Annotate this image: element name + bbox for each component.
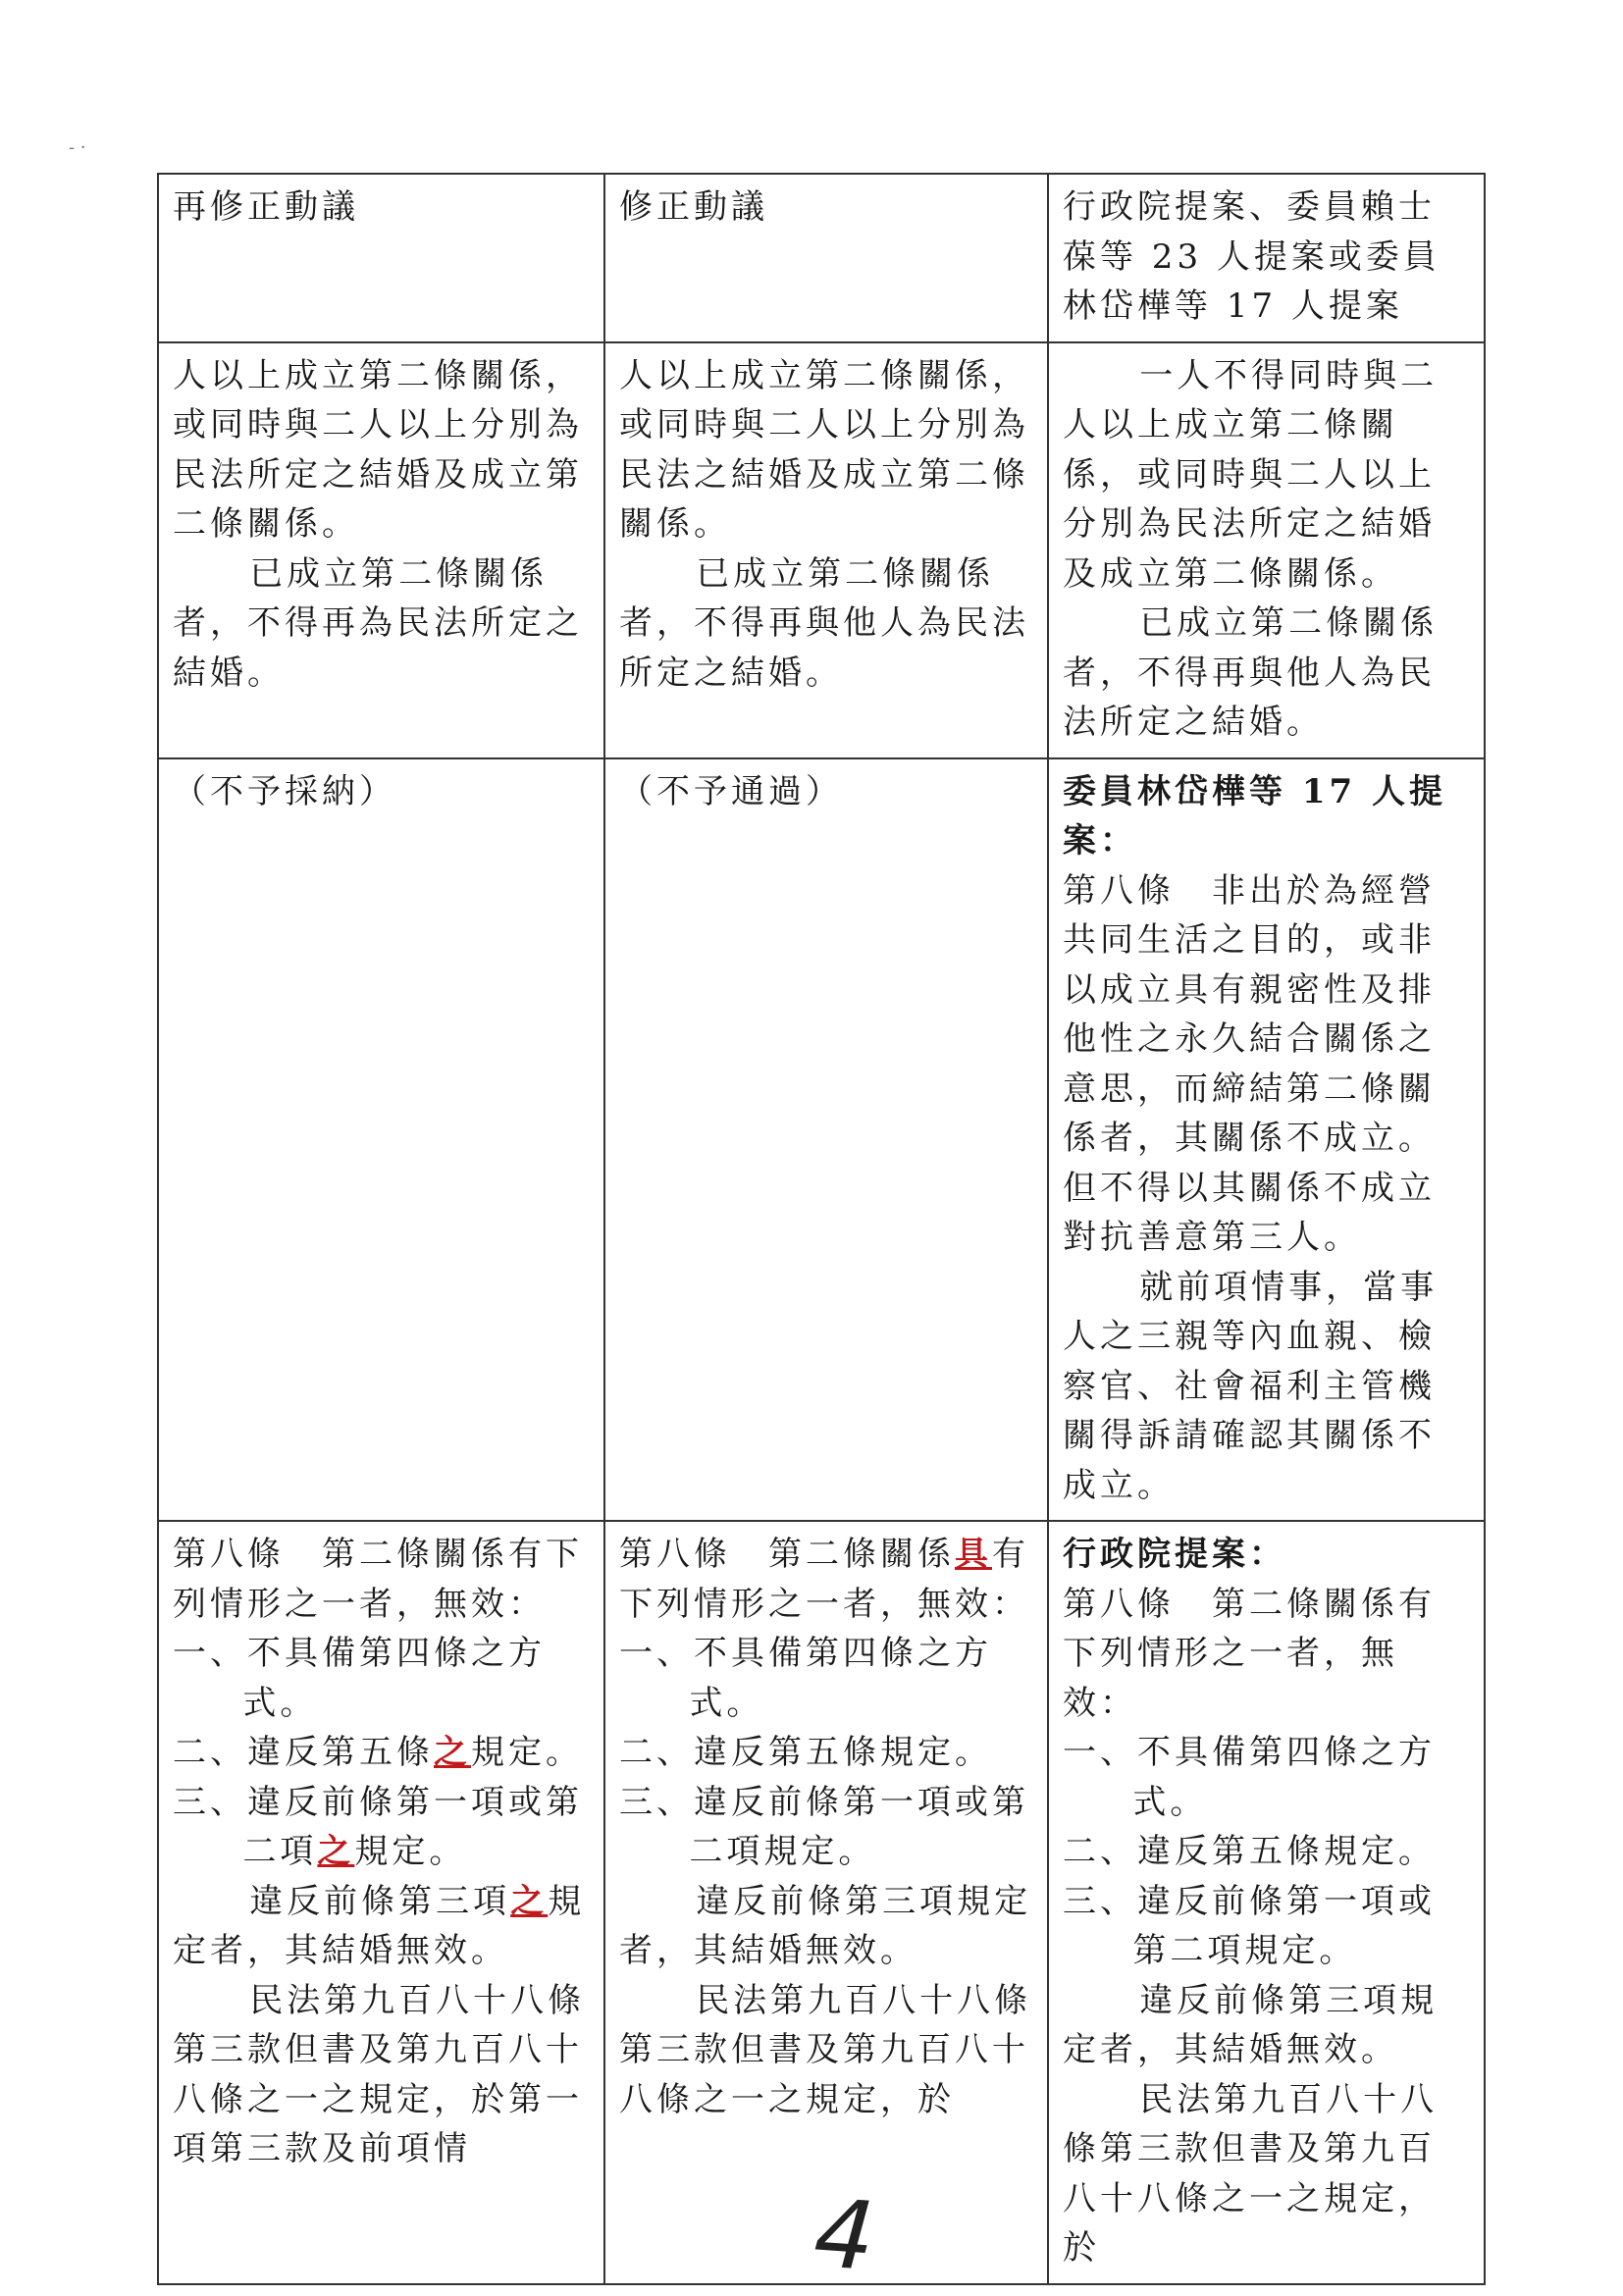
comparison-table [157,173,1486,2285]
cell-rerevision: （不予採納） [158,758,604,1522]
cell-revision: 第八條 第二條關係具有下列情形之一者，無效： 一、不具備第四條之方式。 二、違反第五條規定。 三、違反前條第一項或第二項規定。 違反前條第三項規定者，其結婚無效。 民法第九百八十八條第三款但書及第九百八十八條之一之規定，於 [604,1521,1048,2284]
cell-rerevision: 人以上成立第二條關係，或同時與二人以上分別為民法所定之結婚及成立第二條關係。 已成立第二條關係者，不得再為民法所定之結婚。 [158,342,604,758]
table-header-row [158,174,1485,342]
cell-proposals: 委員林岱樺等 17 人提案： 第八條 非出於為經營共同生活之目的，或非以成立具有親密性及排他性之永久結合關係之意思，而締結第二條關係者，其關係不成立。但不得以其關係不成立對抗善意第三人。 就前項情事，當事人之三親等內血親、檢察官、社會福利主管機關得訴請確認其關係不成立。 [1048,758,1485,1522]
highlight-insertion: 具 [955,1535,992,1574]
table-row [158,758,1485,1522]
highlight-insertion: 之 [434,1733,471,1772]
table-row [158,1521,1485,2284]
cell-proposals: 行政院提案： 第八條 第二條關係有下列情形之一者，無效： 一、不具備第四條之方式。 二、違反第五條規定。 三、違反前條第一項或第二項規定。 違反前條第三項規定者，其結婚無效。 民法第九百八十八條第三款但書及第九百八十八條之一之規定，於 [1048,1521,1485,2284]
header-cell-rerevision: 再修正動議 [158,174,604,342]
table-row [158,342,1485,758]
highlight-insertion: 之 [317,1832,355,1871]
cell-revision: 人以上成立第二條關係，或同時與二人以上分別為民法之結婚及成立第二條關係。 已成立第二條關係者，不得再與他人為民法所定之結婚。 [604,342,1048,758]
page-number: 4 [811,2178,878,2292]
proposal-heading: 委員林岱樺等 17 人提案： [1063,771,1446,861]
proposal-heading: 行政院提案： [1063,1535,1286,1574]
header-cell-revision: 修正動議 [604,174,1048,342]
cell-revision: （不予通過） [604,758,1048,1522]
cell-rerevision: 第八條 第二條關係有下列情形之一者，無效： 一、不具備第四條之方式。 二、違反第五條之規定。 三、違反前條第一項或第二項之規定。 違反前條第三項之規定者，其結婚無效。 民法第九百八十八條第三款但書及第九百八十八條之一之規定，於第一項第三款及前項情 [158,1521,604,2284]
cell-proposals: 一人不得同時與二人以上成立第二條關係，或同時與二人以上分別為民法所定之結婚及成立第二條關係。 已成立第二條關係者，不得再與他人為民法所定之結婚。 [1048,342,1485,758]
highlight-insertion: 之 [510,1881,549,1921]
header-cell-proposals: 行政院提案、委員賴士葆等 23 人提案或委員林岱樺等 17 人提案 [1048,174,1485,342]
scan-mark: - · [69,137,86,158]
